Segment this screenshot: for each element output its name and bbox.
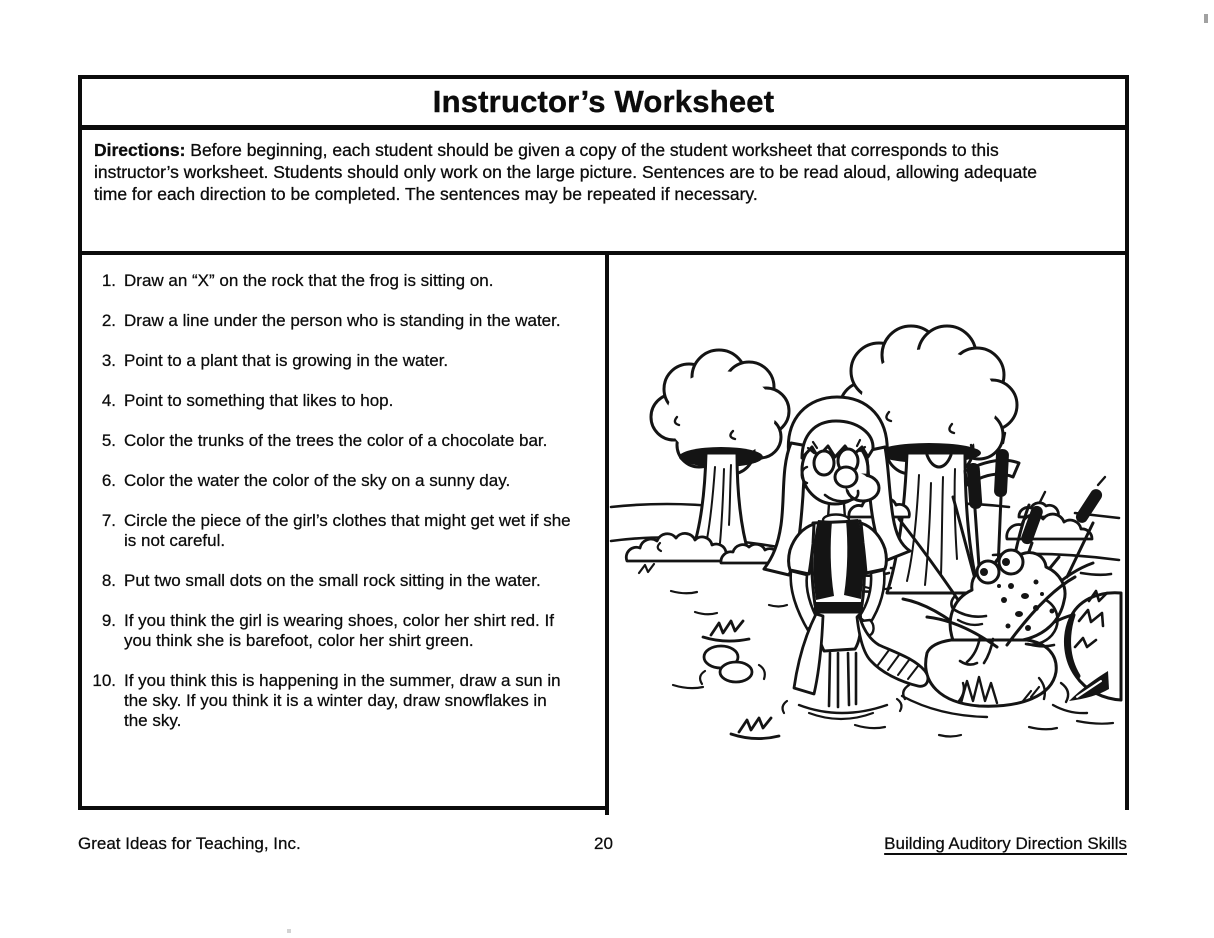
item-number: 8. (101, 571, 116, 590)
item-text: Point to something that likes to hop. (124, 391, 394, 410)
list-item (90, 511, 574, 551)
item-text: If you think this is happening in the summer, draw a sun in the sky. If you think it is a winter day, draw snowflakes in the sky. (124, 671, 561, 730)
item-text: Color the water the color of the sky on a sunny day. (124, 471, 511, 490)
item-text: Circle the piece of the girl’s clothes that might get wet if she is not careful. (124, 511, 571, 550)
item-number: 10. (92, 671, 116, 690)
nose (835, 467, 857, 487)
title-bar (82, 79, 1125, 130)
list-item (90, 611, 574, 651)
directions-label: Directions: (94, 140, 186, 160)
scan-speck-bottom (287, 929, 291, 933)
tree-left (651, 350, 789, 555)
item-number: 7. (101, 511, 116, 530)
item-number: 2. (101, 311, 116, 330)
list-item (90, 571, 574, 591)
directions-box (82, 130, 1125, 255)
list-item (90, 351, 574, 371)
page-number: 20 (594, 834, 613, 853)
pond-scene-illustration (609, 255, 1125, 815)
series-title: Building Auditory Direction Skills (884, 834, 1127, 853)
item-text: Put two small dots on the small rock sitting in the water. (124, 571, 541, 590)
eye-left (814, 451, 834, 475)
list-item (90, 271, 574, 291)
item-number: 1. (101, 271, 116, 290)
item-text: Draw a line under the person who is standing in the water. (124, 311, 561, 330)
list-item (90, 391, 574, 411)
grass-hummock (1053, 591, 1121, 724)
item-text: Draw an “X” on the rock that the frog is sitting on. (124, 271, 494, 290)
item-number: 6. (101, 471, 116, 490)
item-text: Point to a plant that is growing in the water. (124, 351, 449, 370)
list-item (90, 471, 574, 491)
picture-panel (609, 255, 1125, 815)
worksheet-body (82, 255, 1125, 815)
directions-text: Before beginning, each student should be given a copy of the student worksheet that corresponds to this instructor’s worksheet. Students should only work on the large picture. Sentences are to be read aloud, allowing adequate time for each direction to be completed. The sentences may be repeated if necessary. (94, 140, 1037, 204)
item-number: 3. (101, 351, 116, 370)
scan-speck-top-right (1204, 14, 1208, 23)
rocks-small (700, 646, 765, 684)
item-text: Color the trunks of the trees the color of a chocolate bar. (124, 431, 548, 450)
legs (829, 653, 856, 707)
publisher: Great Ideas for Teaching, Inc. (78, 834, 301, 853)
worksheet-frame (78, 75, 1129, 810)
list-item (90, 311, 574, 331)
item-number: 5. (101, 431, 116, 450)
item-text: If you think the girl is wearing shoes, color her shirt red. If you think she is barefoot, color her shirt green. (124, 611, 554, 650)
instruction-list (82, 255, 609, 815)
list-item (90, 671, 574, 731)
bushes-left (626, 533, 778, 563)
item-number: 4. (101, 391, 116, 410)
item-number: 9. (101, 611, 116, 630)
page-title: Instructor’s Worksheet (432, 84, 775, 119)
list-item (90, 431, 574, 451)
page-footer (78, 834, 1129, 858)
